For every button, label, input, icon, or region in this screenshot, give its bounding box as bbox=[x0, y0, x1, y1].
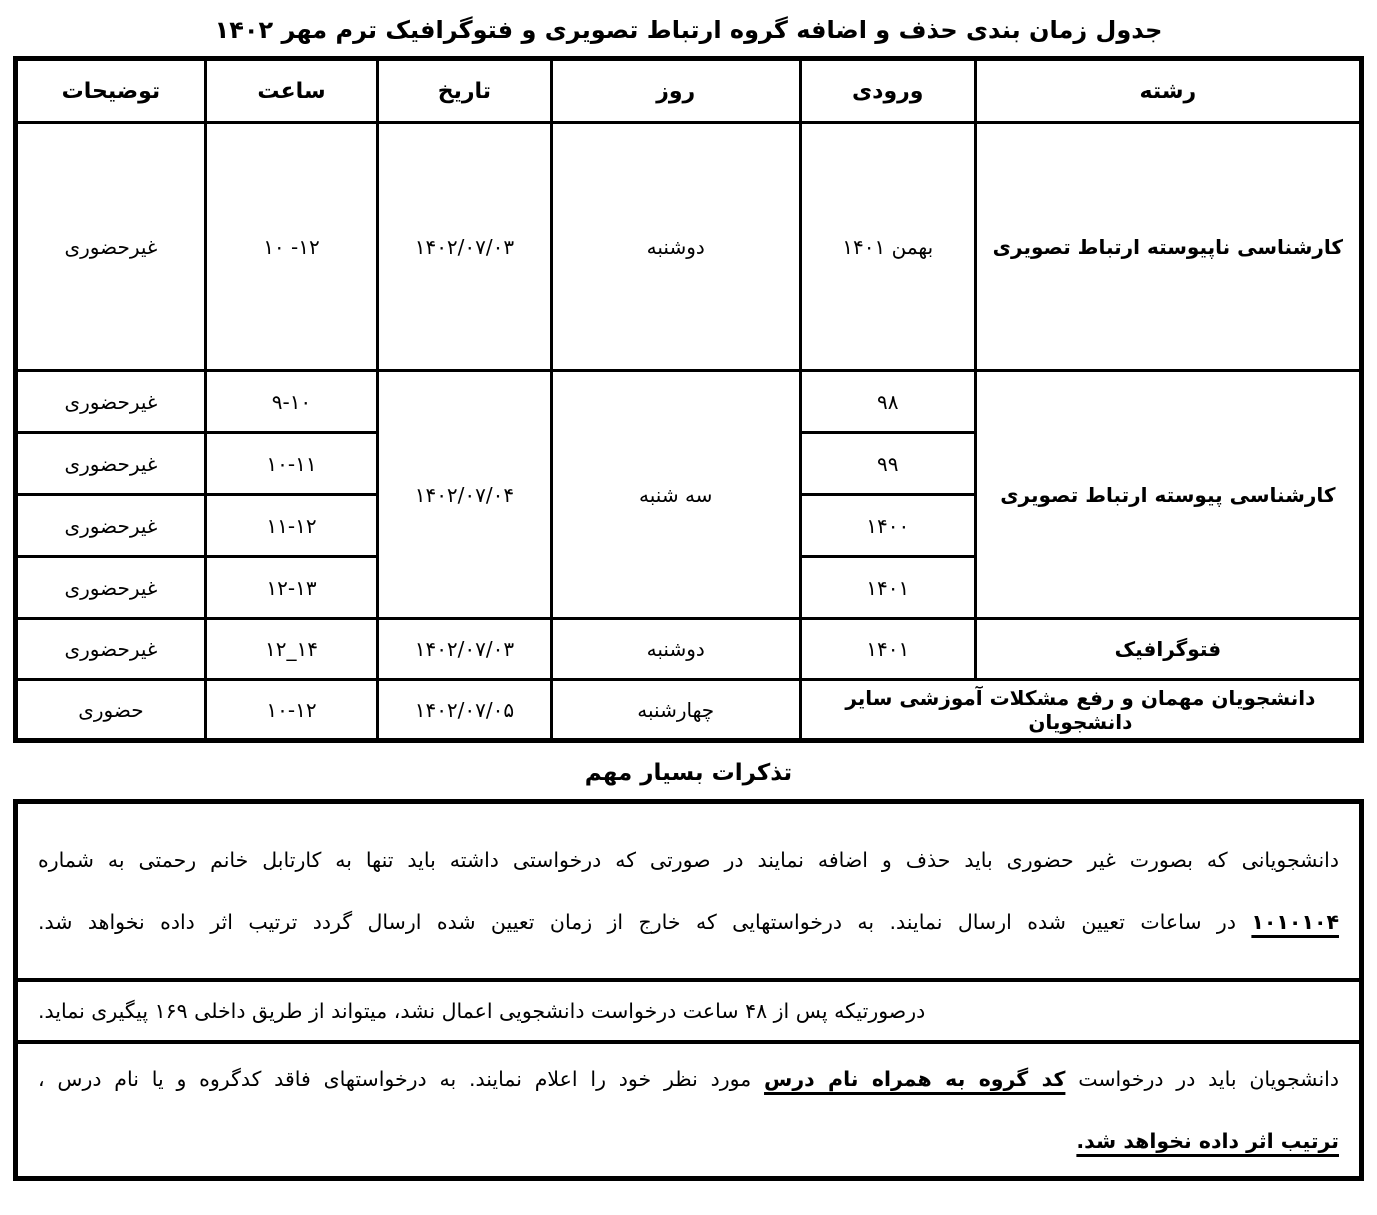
cell-entry: ۹۸ bbox=[800, 371, 975, 433]
cell-entry: ۱۴۰۰ bbox=[800, 495, 975, 557]
cell-day: چهارشنبه bbox=[551, 680, 800, 741]
cell-note: غیرحضوری bbox=[16, 495, 206, 557]
cartable-number: ۱۰۱۰۱۰۴ bbox=[1251, 909, 1339, 934]
note-row-1 bbox=[16, 802, 1362, 980]
header-notes: توضیحات bbox=[16, 59, 206, 123]
cell-hour: ۱۰-۱۱ bbox=[205, 433, 377, 495]
note-row-2 bbox=[16, 980, 1362, 1042]
note1-line1: دانشجویانی که بصورت غیر حضوری باید حذف و اضافه نمایند در صورتی که درخواستی داشته باید تنها به کارتابل خانم رحمتی به شماره bbox=[38, 847, 1339, 872]
note-followup-extension: درصورتیکه پس از ۴۸ ساعت درخواست دانشجویی اعمال نشد، میتواند از طریق داخلی ۱۶۹ پیگیری نماید. bbox=[16, 980, 1362, 1042]
cell-note: غیرحضوری bbox=[16, 371, 206, 433]
note-group-code bbox=[16, 1042, 1362, 1179]
cell-note: حضوری bbox=[16, 680, 206, 741]
table-row bbox=[16, 371, 1362, 433]
cell-date: ۱۴۰۲/۰۷/۰۳ bbox=[378, 619, 552, 680]
schedule-table bbox=[13, 56, 1364, 743]
note3-line1: دانشجویان باید در درخواست کد گروه به همراه نام درس مورد نظر خود را اعلام نمایند. به درخواستهای فاقد کدگروه و یا نام درس ، bbox=[38, 1066, 1340, 1091]
cell-date: ۱۴۰۲/۰۷/۰۳ bbox=[378, 123, 552, 371]
notes-table bbox=[13, 799, 1364, 1181]
group-code-emphasis: کد گروه به همراه نام درس bbox=[764, 1066, 1066, 1091]
cell-field-discontinuous-ba: کارشناسی ناپیوسته ارتباط تصویری bbox=[975, 123, 1361, 371]
cell-entry: ۹۹ bbox=[800, 433, 975, 495]
cell-hour: ۱۲-۱۳ bbox=[205, 557, 377, 619]
header-date: تاریخ bbox=[378, 59, 552, 123]
note-row-3 bbox=[16, 1042, 1362, 1179]
header-day: روز bbox=[551, 59, 800, 123]
cell-day: دوشنبه bbox=[551, 619, 800, 680]
cell-day: دوشنبه bbox=[551, 123, 800, 371]
cell-day: سه شنبه bbox=[551, 371, 800, 619]
cell-entry: بهمن ۱۴۰۱ bbox=[800, 123, 975, 371]
header-field: رشته bbox=[975, 59, 1361, 123]
cell-field-continuous-ba: کارشناسی پیوسته ارتباط تصویری bbox=[975, 371, 1361, 619]
header-hour: ساعت bbox=[205, 59, 377, 123]
table-row bbox=[16, 123, 1362, 371]
cell-hour: ۱۰-۱۲ bbox=[205, 680, 377, 741]
cell-entry: ۱۴۰۱ bbox=[800, 619, 975, 680]
notes-heading: تذکرات بسیار مهم bbox=[584, 760, 793, 786]
table-row bbox=[16, 619, 1362, 680]
cell-date: ۱۴۰۲/۰۷/۰۴ bbox=[378, 371, 552, 619]
table-header-row bbox=[16, 59, 1362, 123]
note-cartable-number bbox=[16, 802, 1362, 980]
cell-note: غیرحضوری bbox=[16, 557, 206, 619]
header-entry: ورودی bbox=[800, 59, 975, 123]
note1-line2: ۱۰۱۰۱۰۴ در ساعات تعیین شده ارسال نمایند. به درخواستهایی که خارج از زمان تعیین شده ارسال گردد ترتیب اثر داده نخواهد شد. bbox=[38, 909, 1339, 934]
page-title: جدول زمان بندی حذف و اضافه گروه ارتباط تصویری و فتوگرافیک ترم مهر ۱۴۰۲ bbox=[214, 16, 1163, 44]
cell-hour: ۱۲_۱۴ bbox=[205, 619, 377, 680]
cell-date: ۱۴۰۲/۰۷/۰۵ bbox=[378, 680, 552, 741]
cell-hour: ۱۰ -۱۲ bbox=[205, 123, 377, 371]
cell-note: غیرحضوری bbox=[16, 619, 206, 680]
cell-entry: ۱۴۰۱ bbox=[800, 557, 975, 619]
cell-hour: ۱۱-۱۲ bbox=[205, 495, 377, 557]
cell-guest-students: دانشجویان مهمان و رفع مشکلات آموزشی سایر دانشجویان bbox=[800, 680, 1361, 741]
cell-note: غیرحضوری bbox=[16, 433, 206, 495]
cell-hour: ۹-۱۰ bbox=[205, 371, 377, 433]
cell-field-photographic: فتوگرافیک bbox=[975, 619, 1361, 680]
note3-line2: ترتیب اثر داده نخواهد شد. bbox=[1076, 1128, 1339, 1153]
cell-note: غیرحضوری bbox=[16, 123, 206, 371]
table-row bbox=[16, 680, 1362, 741]
